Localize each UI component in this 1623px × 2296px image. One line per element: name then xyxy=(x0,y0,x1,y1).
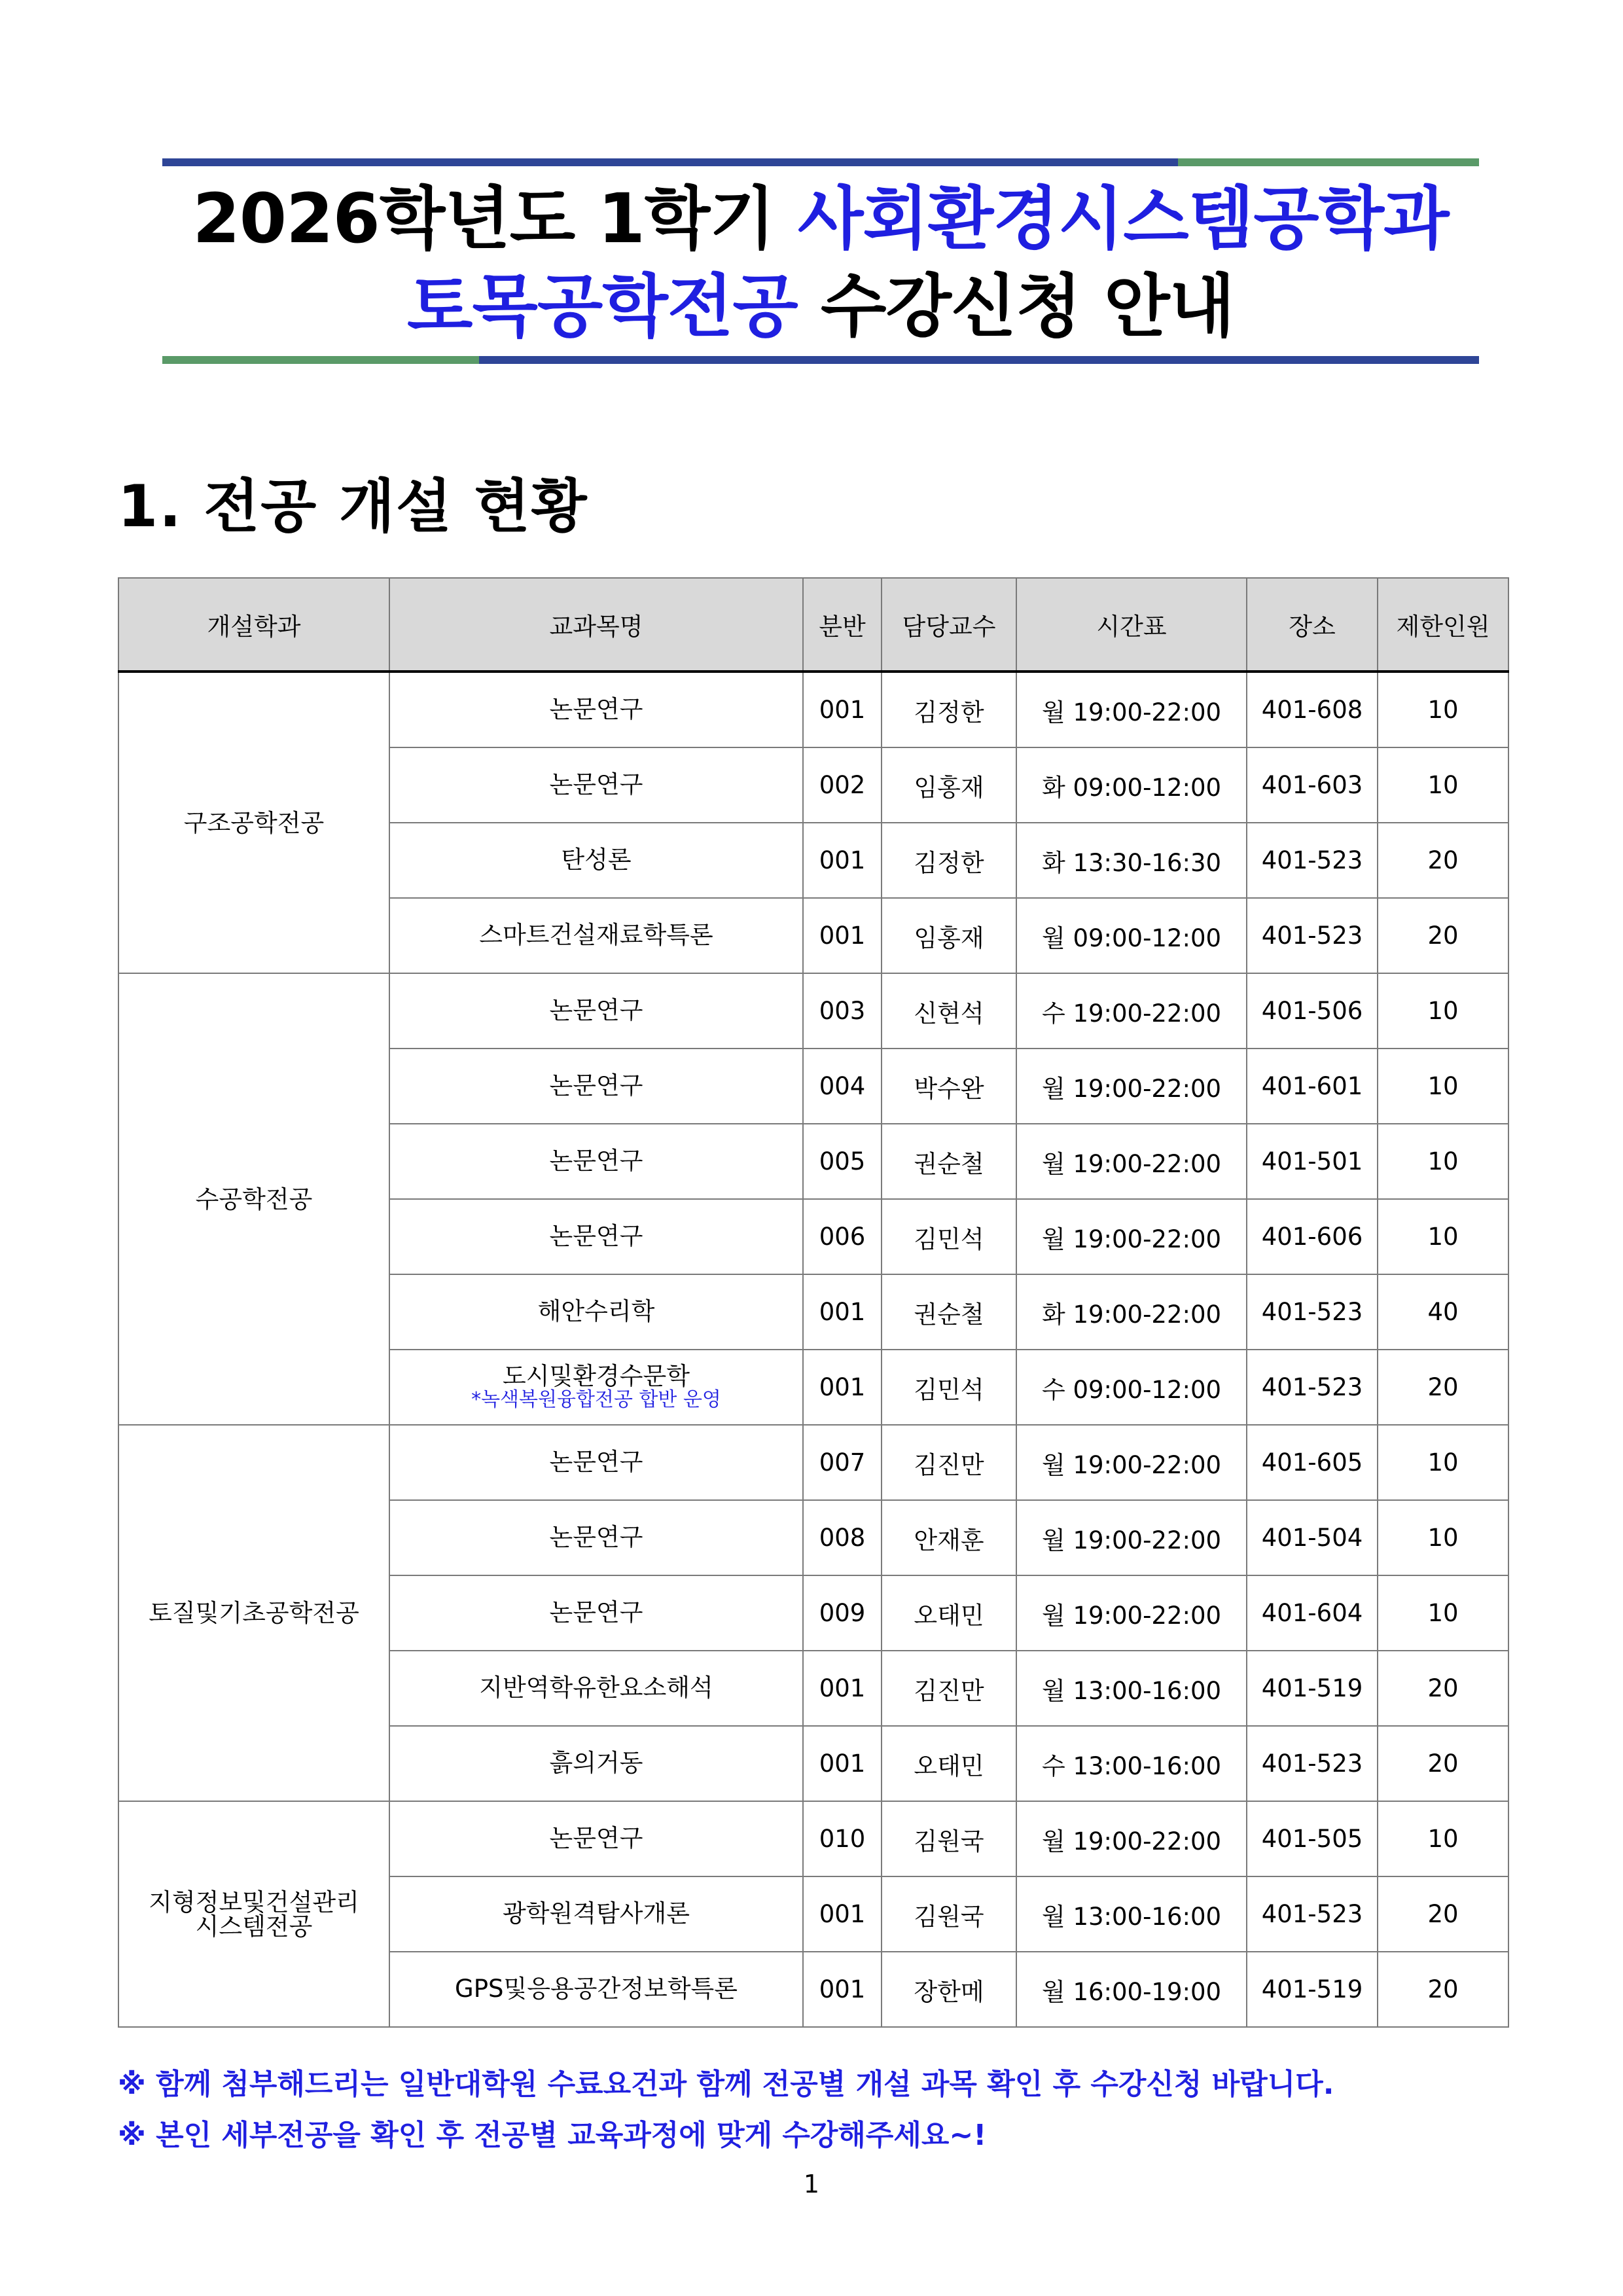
course-name: 논문연구 xyxy=(549,1071,643,1100)
professor-cell: 임홍재 xyxy=(882,898,1016,973)
section-cell: 008 xyxy=(803,1500,882,1575)
professor-cell: 권순철 xyxy=(882,1274,1016,1350)
timetable-cell: 수 09:00-12:00 xyxy=(1016,1350,1247,1425)
course-note: *녹색복원융합전공 합반 운영 xyxy=(471,1388,721,1412)
room-cell: 401-519 xyxy=(1247,1651,1378,1726)
section-cell: 001 xyxy=(803,823,882,898)
course-name: 논문연구 xyxy=(549,1222,643,1251)
course-name: 광학원격탐사개론 xyxy=(503,1899,690,1928)
section-cell: 004 xyxy=(803,1049,882,1124)
rule-navy-segment xyxy=(479,356,1479,364)
course-cell xyxy=(389,747,803,823)
footnote-major-check: ※ 본인 세부전공을 확인 후 전공별 교육과정에 맞게 수강해주세요~! xyxy=(118,2119,987,2152)
course-cell xyxy=(389,1425,803,1500)
room-cell: 401-523 xyxy=(1247,1726,1378,1801)
section-cell: 006 xyxy=(803,1199,882,1274)
course-cell xyxy=(389,1350,803,1425)
room-cell: 401-504 xyxy=(1247,1500,1378,1575)
course-name: 논문연구 xyxy=(549,1448,643,1477)
section-heading: 1. 전공 개설 현황 xyxy=(118,473,588,540)
course-cell xyxy=(389,1952,803,2027)
section-cell: 001 xyxy=(803,1726,882,1801)
course-schedule-table xyxy=(118,577,1509,2028)
course-cell xyxy=(389,1500,803,1575)
timetable-cell: 월 09:00-12:00 xyxy=(1016,898,1247,973)
course-cell xyxy=(389,1726,803,1801)
timetable-cell: 수 13:00-16:00 xyxy=(1016,1726,1247,1801)
table-header-row xyxy=(118,578,1508,672)
course-cell xyxy=(389,1801,803,1876)
course-name: 탄성론 xyxy=(561,846,632,874)
course-cell xyxy=(389,1575,803,1651)
department-cell: 지형정보및건설관리 시스템전공 xyxy=(118,1801,389,2027)
timetable-cell: 월 13:00-16:00 xyxy=(1016,1651,1247,1726)
room-cell: 401-603 xyxy=(1247,747,1378,823)
course-cell xyxy=(389,1199,803,1274)
course-cell xyxy=(389,973,803,1049)
timetable-cell: 월 19:00-22:00 xyxy=(1016,1575,1247,1651)
professor-cell: 김진만 xyxy=(882,1651,1016,1726)
limit-cell: 10 xyxy=(1378,1575,1508,1651)
timetable-cell: 월 19:00-22:00 xyxy=(1016,672,1247,747)
course-name: 논문연구 xyxy=(549,770,643,799)
section-cell: 001 xyxy=(803,1952,882,2027)
header-timetable: 시간표 xyxy=(1016,578,1247,672)
course-cell xyxy=(389,1124,803,1199)
section-cell: 007 xyxy=(803,1425,882,1500)
professor-cell: 김정한 xyxy=(882,672,1016,747)
section-cell: 009 xyxy=(803,1575,882,1651)
footnote-attachment: ※ 함께 첨부해드리는 일반대학원 수료요건과 함께 전공별 개설 과목 확인 후 수강신청 바랍니다. xyxy=(118,2068,1334,2101)
course-name: 도시및환경수문학 xyxy=(503,1361,690,1390)
section-cell: 010 xyxy=(803,1801,882,1876)
title-department: 사회환경시스템공학과 xyxy=(797,179,1449,259)
footnotes xyxy=(118,2070,1508,2172)
limit-cell: 10 xyxy=(1378,747,1508,823)
room-cell: 401-523 xyxy=(1247,1876,1378,1952)
timetable-cell: 수 19:00-22:00 xyxy=(1016,973,1247,1049)
header-course: 교과목명 xyxy=(389,578,803,672)
section-cell: 001 xyxy=(803,1350,882,1425)
professor-cell: 박수완 xyxy=(882,1049,1016,1124)
course-cell xyxy=(389,672,803,747)
course-name: GPS및응용공간정보학특론 xyxy=(455,1975,738,2003)
professor-cell: 장한메 xyxy=(882,1952,1016,2027)
section-cell: 001 xyxy=(803,1651,882,1726)
limit-cell: 20 xyxy=(1378,1726,1508,1801)
header-professor: 담당교수 xyxy=(882,578,1016,672)
room-cell: 401-523 xyxy=(1247,823,1378,898)
limit-cell: 10 xyxy=(1378,973,1508,1049)
course-name: 스마트건설재료학특론 xyxy=(479,921,713,950)
timetable-cell: 화 13:30-16:30 xyxy=(1016,823,1247,898)
professor-cell: 신현석 xyxy=(882,973,1016,1049)
course-cell xyxy=(389,1049,803,1124)
page-number: 1 xyxy=(803,2170,820,2198)
timetable-cell: 월 19:00-22:00 xyxy=(1016,1801,1247,1876)
section-cell: 001 xyxy=(803,898,882,973)
professor-cell: 김민석 xyxy=(882,1199,1016,1274)
header-department: 개설학과 xyxy=(118,578,389,672)
limit-cell: 40 xyxy=(1378,1274,1508,1350)
limit-cell: 10 xyxy=(1378,1801,1508,1876)
room-cell: 401-523 xyxy=(1247,1350,1378,1425)
timetable-cell: 화 19:00-22:00 xyxy=(1016,1274,1247,1350)
section-cell: 001 xyxy=(803,1274,882,1350)
table-row xyxy=(118,1425,1508,1500)
timetable-cell: 월 19:00-22:00 xyxy=(1016,1500,1247,1575)
professor-cell: 김원국 xyxy=(882,1876,1016,1952)
limit-cell: 10 xyxy=(1378,1500,1508,1575)
room-cell: 401-601 xyxy=(1247,1049,1378,1124)
room-cell: 401-605 xyxy=(1247,1425,1378,1500)
table-body xyxy=(118,672,1508,2027)
limit-cell: 20 xyxy=(1378,1350,1508,1425)
room-cell: 401-606 xyxy=(1247,1199,1378,1274)
room-cell: 401-523 xyxy=(1247,1274,1378,1350)
rule-green-segment xyxy=(162,356,479,364)
department-cell: 토질및기초공학전공 xyxy=(118,1425,389,1801)
timetable-cell: 월 13:00-16:00 xyxy=(1016,1876,1247,1952)
limit-cell: 10 xyxy=(1378,1199,1508,1274)
title-prefix: 2026학년도 1학기 xyxy=(192,179,798,259)
course-name: 논문연구 xyxy=(549,1523,643,1552)
department-cell: 수공학전공 xyxy=(118,973,389,1425)
course-name: 논문연구 xyxy=(549,996,643,1025)
section-cell: 001 xyxy=(803,1876,882,1952)
limit-cell: 10 xyxy=(1378,1124,1508,1199)
title-block xyxy=(162,158,1479,364)
header-limit: 제한인원 xyxy=(1378,578,1508,672)
timetable-cell: 월 19:00-22:00 xyxy=(1016,1124,1247,1199)
professor-cell: 김원국 xyxy=(882,1801,1016,1876)
rule-green-segment xyxy=(1178,158,1479,166)
room-cell: 401-501 xyxy=(1247,1124,1378,1199)
limit-cell: 20 xyxy=(1378,1952,1508,2027)
table-row xyxy=(118,1801,1508,1876)
professor-cell: 김정한 xyxy=(882,823,1016,898)
professor-cell: 권순철 xyxy=(882,1124,1016,1199)
course-name: 논문연구 xyxy=(549,1147,643,1175)
course-cell xyxy=(389,1274,803,1350)
professor-cell: 오태민 xyxy=(882,1726,1016,1801)
professor-cell: 임홍재 xyxy=(882,747,1016,823)
room-cell: 401-505 xyxy=(1247,1801,1378,1876)
room-cell: 401-608 xyxy=(1247,672,1378,747)
timetable-cell: 월 16:00-19:00 xyxy=(1016,1952,1247,2027)
title-major: 토목공학전공 xyxy=(407,266,798,346)
section-cell: 003 xyxy=(803,973,882,1049)
header-room: 장소 xyxy=(1247,578,1378,672)
course-name: 논문연구 xyxy=(549,1598,643,1627)
course-cell xyxy=(389,1651,803,1726)
course-name: 논문연구 xyxy=(549,1824,643,1853)
room-cell: 401-519 xyxy=(1247,1952,1378,2027)
professor-cell: 김진만 xyxy=(882,1425,1016,1500)
professor-cell: 안재훈 xyxy=(882,1500,1016,1575)
limit-cell: 10 xyxy=(1378,1049,1508,1124)
professor-cell: 김민석 xyxy=(882,1350,1016,1425)
room-cell: 401-523 xyxy=(1247,898,1378,973)
course-name: 지반역학유한요소해석 xyxy=(479,1674,713,1702)
section-cell: 002 xyxy=(803,747,882,823)
course-cell xyxy=(389,1876,803,1952)
room-cell: 401-506 xyxy=(1247,973,1378,1049)
limit-cell: 20 xyxy=(1378,1876,1508,1952)
table-row xyxy=(118,973,1508,1049)
section-cell: 005 xyxy=(803,1124,882,1199)
timetable-cell: 월 19:00-22:00 xyxy=(1016,1199,1247,1274)
limit-cell: 20 xyxy=(1378,1651,1508,1726)
timetable-cell: 화 09:00-12:00 xyxy=(1016,747,1247,823)
limit-cell: 10 xyxy=(1378,1425,1508,1500)
limit-cell: 10 xyxy=(1378,672,1508,747)
document-title-line1 xyxy=(162,179,1479,259)
course-cell xyxy=(389,898,803,973)
course-name: 흙의거동 xyxy=(549,1749,643,1778)
timetable-cell: 월 19:00-22:00 xyxy=(1016,1049,1247,1124)
room-cell: 401-604 xyxy=(1247,1575,1378,1651)
limit-cell: 20 xyxy=(1378,898,1508,973)
timetable-cell: 월 19:00-22:00 xyxy=(1016,1425,1247,1500)
title-suffix: 수강신청 안내 xyxy=(797,266,1234,346)
course-cell xyxy=(389,823,803,898)
document-title-line2 xyxy=(162,266,1479,346)
course-name: 해안수리학 xyxy=(537,1297,655,1326)
title-top-rule xyxy=(162,158,1479,166)
professor-cell: 오태민 xyxy=(882,1575,1016,1651)
section-cell: 001 xyxy=(803,672,882,747)
table-row xyxy=(118,672,1508,747)
limit-cell: 20 xyxy=(1378,823,1508,898)
department-cell: 구조공학전공 xyxy=(118,672,389,973)
rule-navy-segment xyxy=(162,158,1178,166)
title-bottom-rule xyxy=(162,356,1479,364)
header-section: 분반 xyxy=(803,578,882,672)
course-name: 논문연구 xyxy=(549,695,643,724)
